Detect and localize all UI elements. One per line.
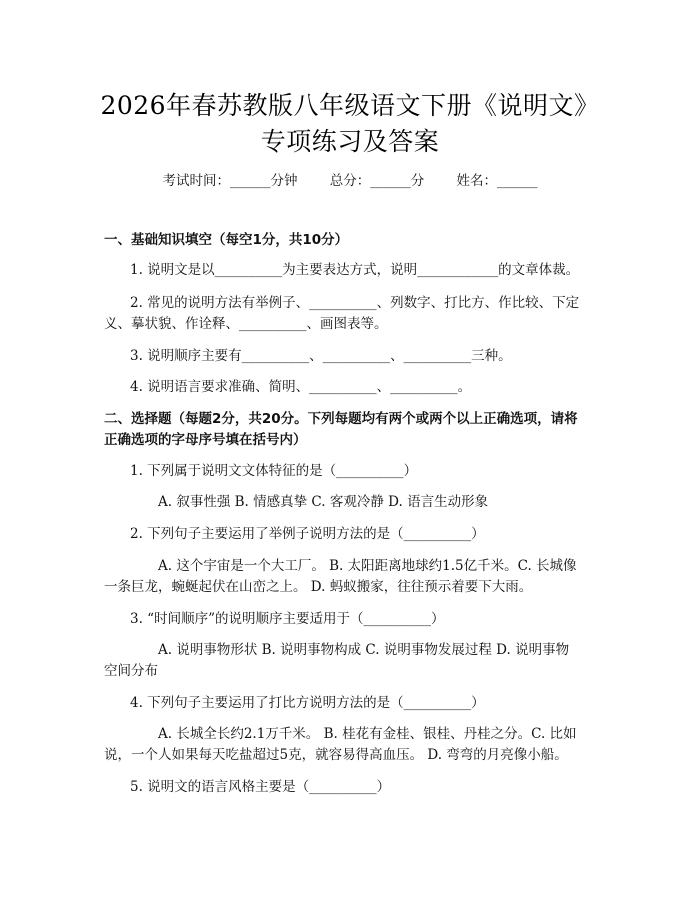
section2-question-1: 1. 下列属于说明文文体特征的是（__________） [130, 463, 418, 479]
exam-name: 姓名：______ [456, 173, 538, 189]
section1-question-2-line2: 义、摹状貌、作诠释、__________、画图表等。 [104, 316, 388, 332]
exam-score: 总分：______分 [329, 173, 425, 189]
section2-question-4-options-line1: A. 长城全长约2.1万千米。 B. 桂花有金桂、银桂、丹桂之分。C. 比如 [158, 726, 577, 742]
section1-question-1: 1. 说明文是以__________为主要表达方式，说明____________的文章体裁。 [130, 262, 580, 278]
section2-question-2-options-line2: 一条巨龙，蜿蜒起伏在山峦之上。 D. 蚂蚁搬家，往往预示着要下大雨。 [104, 579, 533, 595]
section1-question-4: 4. 说明语言要求准确、简明、__________、__________。 [130, 379, 472, 395]
section2-question-2: 2. 下列句子主要运用了举例子说明方法的是（__________） [130, 526, 485, 542]
section2-question-1-options: A. 叙事性强 B. 情感真挚 C. 客观冷静 D. 语言生动形象 [158, 494, 489, 510]
section1-question-2-line1: 2. 常见的说明方法有举例子、__________、列数字、打比方、作比较、下定 [130, 295, 580, 311]
section2-question-2-options-line1: A. 这个宇宙是一个大工厂。 B. 太阳距离地球约1.5亿千米。C. 长城像 [158, 558, 577, 574]
section2-question-5: 5. 说明文的语言风格主要是（__________） [130, 779, 391, 795]
section1-question-3: 3. 说明顺序主要有__________、__________、__________三种。 [130, 348, 512, 364]
section2-question-3-options-line2: 空间分布 [104, 663, 158, 679]
document-subtitle: 专项练习及答案 [260, 127, 440, 156]
section2-heading-line1: 二、选择题（每题2分，共20分。下列每题均有两个或两个以上正确选项，请将 [104, 411, 578, 427]
section2-question-3: 3. “时间顺序”的说明顺序主要适用于（__________） [130, 611, 445, 627]
exam-info [0, 169, 700, 189]
exam-time: 考试时间：______分钟 [162, 173, 298, 189]
section2-question-4-options-line2: 说，一个人如果每天吃盐超过5克，就容易得高血压。 D. 弯弯的月亮像小船。 [104, 747, 568, 763]
section2-question-3-options-line1: A. 说明事物形状 B. 说明事物构成 C. 说明事物发展过程 D. 说明事物 [158, 642, 570, 658]
section2-heading-line2: 正确选项的字母序号填在括号内） [104, 432, 307, 448]
section1-heading: 一、基础知识填空（每空1分，共10分） [104, 232, 349, 248]
section2-question-4: 4. 下列句子主要运用了打比方说明方法的是（__________） [130, 695, 485, 711]
document-title: 2026年春苏教版八年级语文下册《说明文》 [100, 91, 600, 120]
